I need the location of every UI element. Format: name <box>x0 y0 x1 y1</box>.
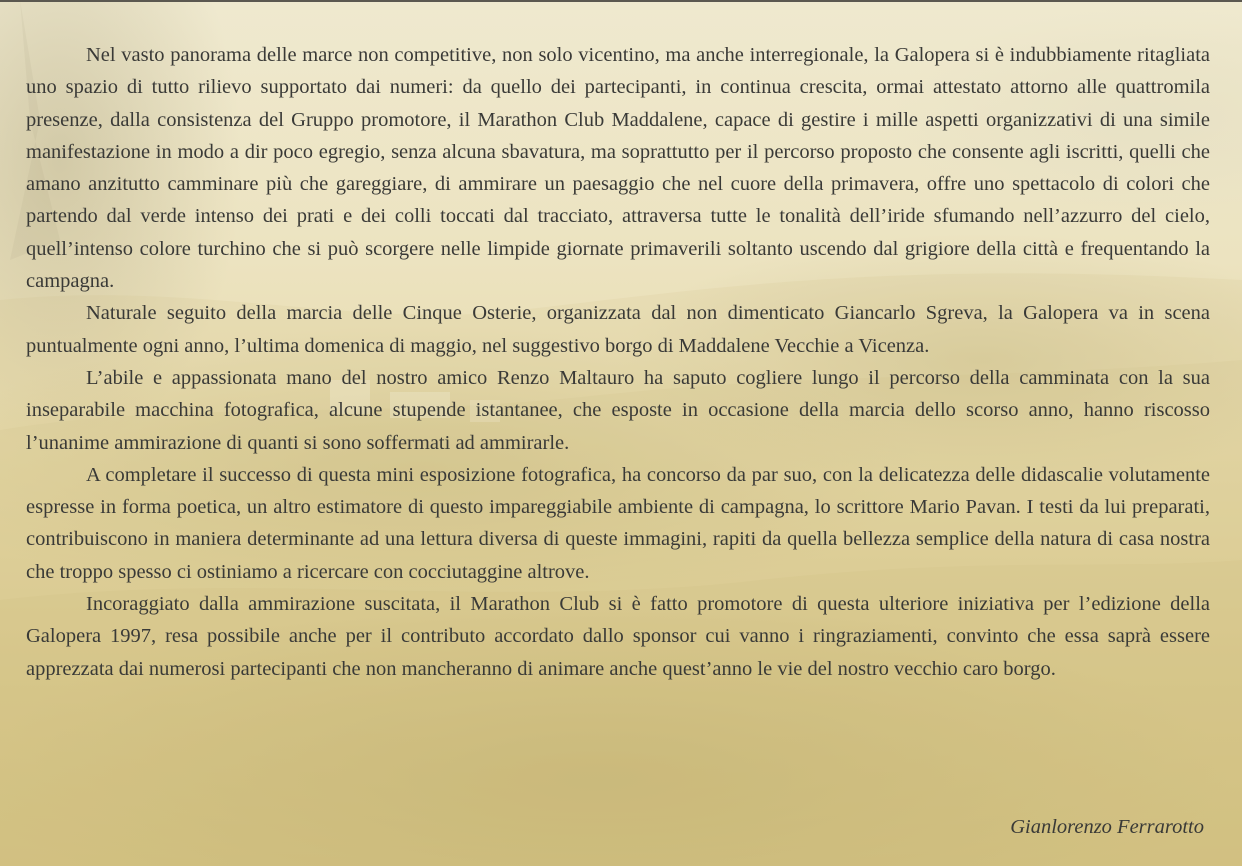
paragraph-3: L’abile e appassionata mano del nostro amico Renzo Maltauro ha saputo cogliere lungo il percorso della camminata con la sua inseparabile macchina fotografica, alcune stupende istantanee, che esposte in occasione della marcia dello scorso anno, hanno riscosso l’unanime ammirazione di quanti si sono soffermati ad ammirarle. <box>26 366 1210 454</box>
paragraph-5: Incoraggiato dalla ammirazione suscitata, il Marathon Club si è fatto promotore di questa ulteriore iniziativa per l’edizione della Galopera 1997, resa possibile anche per il contributo accordato dallo sponsor cui vanno i ringraziamenti, convinto che essa saprà essere apprezzata dai numerosi partecipanti che non mancheranno di animare anche quest’anno le vie del nostro vecchio caro borgo. <box>26 593 1210 680</box>
author-signature: Gianlorenzo Ferrarotto <box>1010 816 1204 838</box>
article-body <box>26 39 1210 685</box>
paragraph-2: Naturale seguito della marcia delle Cinque Osterie, organizzata dal non dimenticato Giancarlo Sgreva, la Galopera va in scena puntualmente ogni anno, l’ultima domenica di maggio, nel suggestivo borgo di Maddalene Vecchie a Vicenza. <box>26 302 1210 357</box>
paragraph-1: Nel vasto panorama delle marce non competitive, non solo vicentino, ma anche interregionale, la Galopera si è indubbiamente ritagliata uno spazio di tutto rilievo supportato dai numeri: da quello dei partecipanti, in continua crescita, ormai attestato attorno alle quattromila presenze, dalla consistenza del Gruppo promotore, il Marathon Club Maddalene, capace di gestire i mille aspetti organizzativi di una simile manifestazione in modo a dir poco egregio, senza alcuna sbavatura, ma soprattutto per il percorso proposto che consente agli iscritti, quelli che amano anzitutto camminare più che gareggiare, di ammirare un paesaggio che nel cuore della primavera, offre uno spettacolo di colori che partendo dal verde intenso dei prati e dei colli toccati dal tracciato, attraversa tutte le tonalità dell’iride sfumando nell’azzurro del cielo, quell’intenso colore turchino che si può scorgere nelle limpide giornate primaverili soltanto uscendo dal grigiore della città e frequentando la campagna. <box>26 44 1210 293</box>
paragraph-4: A completare il successo di questa mini esposizione fotografica, ha concorso da par suo, con la delicatezza delle didascalie volutamente espresse in forma poetica, un altro estimatore di questo impareggiabile ambiente di campagna, lo scrittore Mario Pavan. I testi da lui preparati, contribuiscono in maniera determinante ad una lettura diversa di queste immagini, rapiti da quella bellezza semplice della natura di casa nostra che troppo spesso ci ostiniamo a ricercare con cocciutaggine altrove. <box>26 463 1210 583</box>
